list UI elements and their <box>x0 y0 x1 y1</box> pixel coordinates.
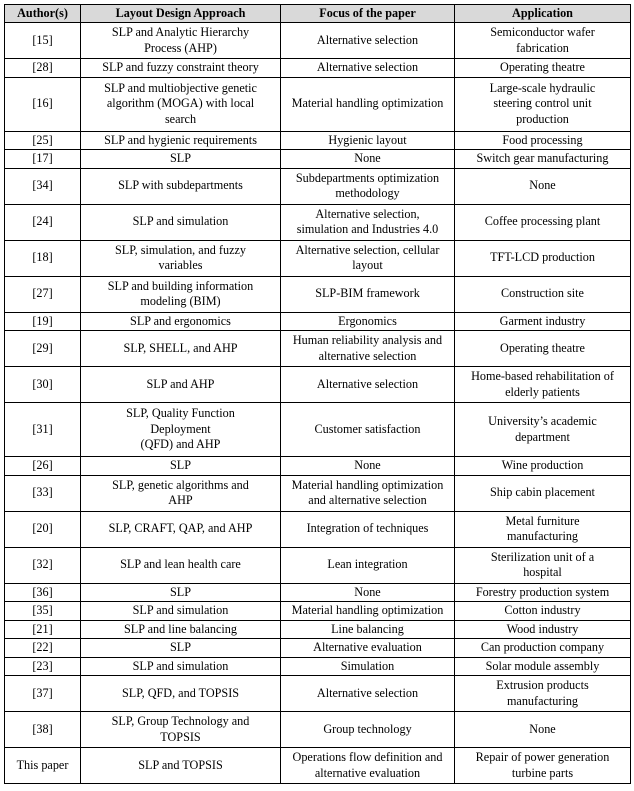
cell-focus <box>281 204 455 240</box>
cell-approach <box>81 712 281 748</box>
cell-application-line: steering control unit <box>493 96 592 111</box>
cell-focus-line: Simulation <box>340 658 395 673</box>
cell-approach <box>81 475 281 511</box>
cell-approach-line: SLP and TOPSIS <box>138 757 223 772</box>
cell-approach <box>81 657 281 676</box>
cell-focus-line: Group technology <box>323 721 412 736</box>
cell-focus-line: methodology <box>335 186 400 200</box>
table-row <box>5 77 631 131</box>
cell-author: [38] <box>5 712 81 748</box>
table-row <box>5 583 631 602</box>
cell-application-line: Operating theatre <box>500 60 585 74</box>
cell-focus <box>281 312 455 331</box>
cell-approach <box>81 331 281 367</box>
cell-focus <box>281 403 455 457</box>
cell-application <box>455 331 631 367</box>
cell-author: [15] <box>5 23 81 59</box>
cell-application-line: TFT-LCD production <box>490 250 595 265</box>
cell-approach-line: variables <box>158 258 203 272</box>
cell-approach-line: modeling (BIM) <box>140 294 221 308</box>
cell-approach-line: Deployment <box>150 421 211 436</box>
cell-application-line: Coffee processing plant <box>484 214 601 229</box>
cell-approach-line: SLP and lean health care <box>120 557 241 572</box>
cell-approach-line: SLP and building information <box>107 278 254 293</box>
cell-application <box>455 150 631 169</box>
header-application: Application <box>455 5 631 23</box>
cell-focus <box>281 59 455 78</box>
cell-application <box>455 712 631 748</box>
cell-focus-line: Material handling optimization <box>291 96 444 111</box>
cell-focus <box>281 583 455 602</box>
cell-approach-line: SLP with subdepartments <box>118 178 243 193</box>
cell-application <box>455 131 631 150</box>
cell-approach <box>81 367 281 403</box>
cell-application <box>455 59 631 78</box>
cell-approach <box>81 150 281 169</box>
cell-author: [36] <box>5 583 81 602</box>
cell-application-line: elderly patients <box>505 384 580 399</box>
cell-application-line: Home-based rehabilitation of <box>471 369 614 383</box>
cell-approach-line: SLP, CRAFT, QAP, and AHP <box>108 521 253 536</box>
cell-application-line: Large-scale hydraulic <box>489 80 596 95</box>
cell-author: [32] <box>5 547 81 583</box>
cell-author: [23] <box>5 657 81 676</box>
cell-focus <box>281 276 455 312</box>
cell-application-line: Forestry production system <box>475 584 610 599</box>
cell-author: [21] <box>5 620 81 639</box>
cell-focus-line: SLP-BIM framework <box>315 286 420 301</box>
cell-application-line: University’s academic <box>488 414 597 428</box>
cell-application-line: Wine production <box>501 458 584 472</box>
cell-focus-line: Operations flow definition and <box>292 750 443 764</box>
cell-application-line: Cotton industry <box>504 603 581 617</box>
cell-approach <box>81 240 281 276</box>
cell-application-line: Metal furniture <box>505 513 580 528</box>
cell-application-line: Food processing <box>502 132 583 147</box>
cell-application <box>455 639 631 658</box>
cell-application <box>455 511 631 547</box>
cell-application <box>455 77 631 131</box>
cell-focus-line: alternative selection <box>318 348 417 363</box>
cell-author: [18] <box>5 240 81 276</box>
cell-author: [24] <box>5 204 81 240</box>
cell-approach-line: search <box>164 111 197 126</box>
cell-focus <box>281 511 455 547</box>
cell-application-line: Sterilization unit of a <box>490 549 595 564</box>
cell-application-line: turbine parts <box>511 765 574 780</box>
cell-approach-line: SLP and multiobjective genetic <box>104 80 257 95</box>
cell-approach-line: TOPSIS <box>160 729 201 744</box>
cell-focus <box>281 131 455 150</box>
table-row <box>5 547 631 583</box>
cell-approach <box>81 639 281 658</box>
cell-author: [16] <box>5 77 81 131</box>
cell-focus <box>281 367 455 403</box>
cell-author: [33] <box>5 475 81 511</box>
cell-author: [19] <box>5 312 81 331</box>
table-row <box>5 240 631 276</box>
cell-focus <box>281 620 455 639</box>
cell-approach-line: SLP and AHP <box>146 376 215 391</box>
cell-focus <box>281 77 455 131</box>
cell-approach <box>81 59 281 78</box>
table-row <box>5 676 631 712</box>
cell-focus-line: Alternative selection <box>316 32 419 47</box>
cell-application-line: Operating theatre <box>500 340 585 355</box>
cell-focus-line: None <box>354 458 381 472</box>
cell-focus <box>281 240 455 276</box>
cell-application <box>455 367 631 403</box>
cell-application <box>455 620 631 639</box>
cell-focus <box>281 331 455 367</box>
cell-approach <box>81 204 281 240</box>
cell-author: [31] <box>5 403 81 457</box>
cell-focus-line: Alternative selection <box>316 685 419 700</box>
cell-application <box>455 457 631 476</box>
cell-approach-line: SLP <box>169 151 191 165</box>
cell-application-line: Extrusion products <box>496 678 589 692</box>
cell-focus-line: Human reliability analysis and <box>292 333 443 347</box>
cell-focus-line: alternative evaluation <box>314 765 421 780</box>
cell-approach-line: SLP, SHELL, and AHP <box>123 340 238 355</box>
cell-author: [26] <box>5 457 81 476</box>
cell-approach-line: SLP <box>169 584 191 599</box>
cell-author: [28] <box>5 59 81 78</box>
cell-approach <box>81 168 281 204</box>
cell-application-line: Switch gear manufacturing <box>476 151 609 165</box>
cell-application-line: Semiconductor wafer <box>490 25 595 39</box>
cell-author: [35] <box>5 602 81 621</box>
table-row <box>5 657 631 676</box>
cell-focus-line: Alternative selection, cellular <box>295 242 440 257</box>
table-row <box>5 59 631 78</box>
cell-approach <box>81 77 281 131</box>
cell-author: This paper <box>5 748 81 784</box>
cell-focus <box>281 748 455 784</box>
cell-application-line: department <box>515 429 570 444</box>
cell-focus <box>281 23 455 59</box>
table-row <box>5 312 631 331</box>
cell-focus <box>281 676 455 712</box>
cell-author: [30] <box>5 367 81 403</box>
table-row <box>5 367 631 403</box>
cell-focus-line: Hygienic layout <box>328 132 407 147</box>
cell-application <box>455 475 631 511</box>
table-row <box>5 602 631 621</box>
cell-application-line: manufacturing <box>506 693 579 708</box>
cell-focus-line: Ergonomics <box>338 313 397 328</box>
cell-focus-line: Alternative selection <box>316 60 419 74</box>
cell-application <box>455 312 631 331</box>
header-row <box>5 5 631 23</box>
cell-application <box>455 583 631 602</box>
cell-focus-line: Alternative selection, <box>315 206 420 221</box>
table-header <box>5 5 631 23</box>
cell-approach-line: SLP, QFD, and TOPSIS <box>121 685 240 700</box>
cell-approach-line: SLP and hygienic requirements <box>104 132 257 147</box>
cell-approach-line: SLP and fuzzy constraint theory <box>102 60 259 74</box>
cell-application <box>455 547 631 583</box>
cell-approach <box>81 276 281 312</box>
cell-approach <box>81 403 281 457</box>
cell-approach <box>81 131 281 150</box>
cell-application-line: Solar module assembly <box>485 658 600 673</box>
cell-approach <box>81 748 281 784</box>
cell-application-line: None <box>529 721 556 736</box>
cell-focus-line: Integration of techniques <box>306 521 429 536</box>
cell-approach <box>81 457 281 476</box>
cell-focus-line: simulation and Industries 4.0 <box>296 222 439 236</box>
table-body <box>5 23 631 784</box>
cell-focus-line: and alternative selection <box>308 493 427 507</box>
cell-focus <box>281 657 455 676</box>
cell-focus <box>281 168 455 204</box>
cell-focus-line: Alternative selection <box>316 376 419 391</box>
cell-approach-line: Process (AHP) <box>144 40 217 55</box>
cell-approach <box>81 511 281 547</box>
table-row <box>5 457 631 476</box>
cell-application-line: None <box>529 178 556 193</box>
table-row <box>5 23 631 59</box>
cell-approach-line: SLP and Analytic Hierarchy <box>111 25 250 39</box>
table-row <box>5 639 631 658</box>
cell-approach <box>81 602 281 621</box>
cell-approach <box>81 23 281 59</box>
cell-application-line: hospital <box>523 565 562 579</box>
cell-application-line: Wood industry <box>506 621 579 636</box>
cell-focus-line: Lean integration <box>327 557 408 572</box>
cell-author: [37] <box>5 676 81 712</box>
cell-application-line: Can production company <box>480 640 605 654</box>
cell-author: [29] <box>5 331 81 367</box>
cell-author: [34] <box>5 168 81 204</box>
cell-application <box>455 748 631 784</box>
cell-focus-line: Line balancing <box>331 621 404 636</box>
table-row <box>5 712 631 748</box>
cell-focus-line: None <box>354 151 381 165</box>
table-row <box>5 150 631 169</box>
table-row <box>5 511 631 547</box>
cell-approach <box>81 620 281 639</box>
header-focus: Focus of the paper <box>281 5 455 23</box>
cell-focus <box>281 639 455 658</box>
cell-focus-line: Customer satisfaction <box>314 421 421 436</box>
cell-application-line: Garment industry <box>499 313 586 328</box>
cell-application-line: Construction site <box>501 286 584 301</box>
cell-approach-line: algorithm (MOGA) with local <box>106 96 255 111</box>
table-row <box>5 168 631 204</box>
cell-approach-line: SLP and line balancing <box>124 621 237 636</box>
cell-application <box>455 23 631 59</box>
cell-focus <box>281 475 455 511</box>
cell-application <box>455 240 631 276</box>
cell-approach-line: SLP and simulation <box>132 603 229 617</box>
cell-focus-line: Subdepartments optimization <box>295 170 440 185</box>
cell-application <box>455 676 631 712</box>
table-row <box>5 131 631 150</box>
cell-approach <box>81 676 281 712</box>
cell-approach-line: (QFD) and AHP <box>140 437 221 452</box>
header-approach: Layout Design Approach <box>81 5 281 23</box>
cell-application-line: production <box>516 111 569 126</box>
cell-approach-line: SLP, Group Technology and <box>111 714 250 728</box>
cell-application-line: Repair of power generation <box>475 750 610 764</box>
cell-focus <box>281 150 455 169</box>
cell-application <box>455 602 631 621</box>
cell-application <box>455 204 631 240</box>
cell-application-line: manufacturing <box>506 529 579 543</box>
cell-focus <box>281 712 455 748</box>
cell-application-line: Ship cabin placement <box>490 485 595 500</box>
cell-approach-line: SLP and ergonomics <box>130 313 231 328</box>
table-row <box>5 748 631 784</box>
cell-author: [27] <box>5 276 81 312</box>
cell-focus-line: Alternative evaluation <box>313 640 422 654</box>
cell-focus-line: layout <box>352 258 383 272</box>
cell-application <box>455 657 631 676</box>
cell-approach-line: SLP <box>169 640 191 654</box>
cell-approach-line: AHP <box>168 493 193 507</box>
cell-application-line: fabrication <box>516 40 569 55</box>
cell-approach <box>81 312 281 331</box>
cell-application <box>455 403 631 457</box>
cell-application <box>455 276 631 312</box>
cell-approach-line: SLP, Quality Function <box>126 406 235 421</box>
table-row <box>5 276 631 312</box>
table-row <box>5 620 631 639</box>
header-author: Author(s) <box>5 5 81 23</box>
cell-author: [17] <box>5 150 81 169</box>
cell-approach-line: SLP, genetic algorithms and <box>112 477 249 492</box>
cell-approach <box>81 583 281 602</box>
cell-author: [25] <box>5 131 81 150</box>
cell-approach-line: SLP <box>169 458 191 472</box>
cell-focus <box>281 457 455 476</box>
table-row <box>5 475 631 511</box>
cell-application <box>455 168 631 204</box>
literature-table <box>4 4 631 784</box>
cell-focus-line: Material handling optimization <box>291 477 444 492</box>
cell-approach-line: SLP and simulation <box>132 658 229 673</box>
cell-focus <box>281 602 455 621</box>
cell-approach-line: SLP, simulation, and fuzzy <box>114 242 246 257</box>
cell-focus-line: None <box>354 584 381 599</box>
cell-focus-line: Material handling optimization <box>291 603 444 617</box>
cell-approach <box>81 547 281 583</box>
table-row <box>5 403 631 457</box>
cell-focus <box>281 547 455 583</box>
cell-author: [20] <box>5 511 81 547</box>
cell-author: [22] <box>5 639 81 658</box>
table-row <box>5 204 631 240</box>
table-row <box>5 331 631 367</box>
cell-approach-line: SLP and simulation <box>132 214 229 229</box>
